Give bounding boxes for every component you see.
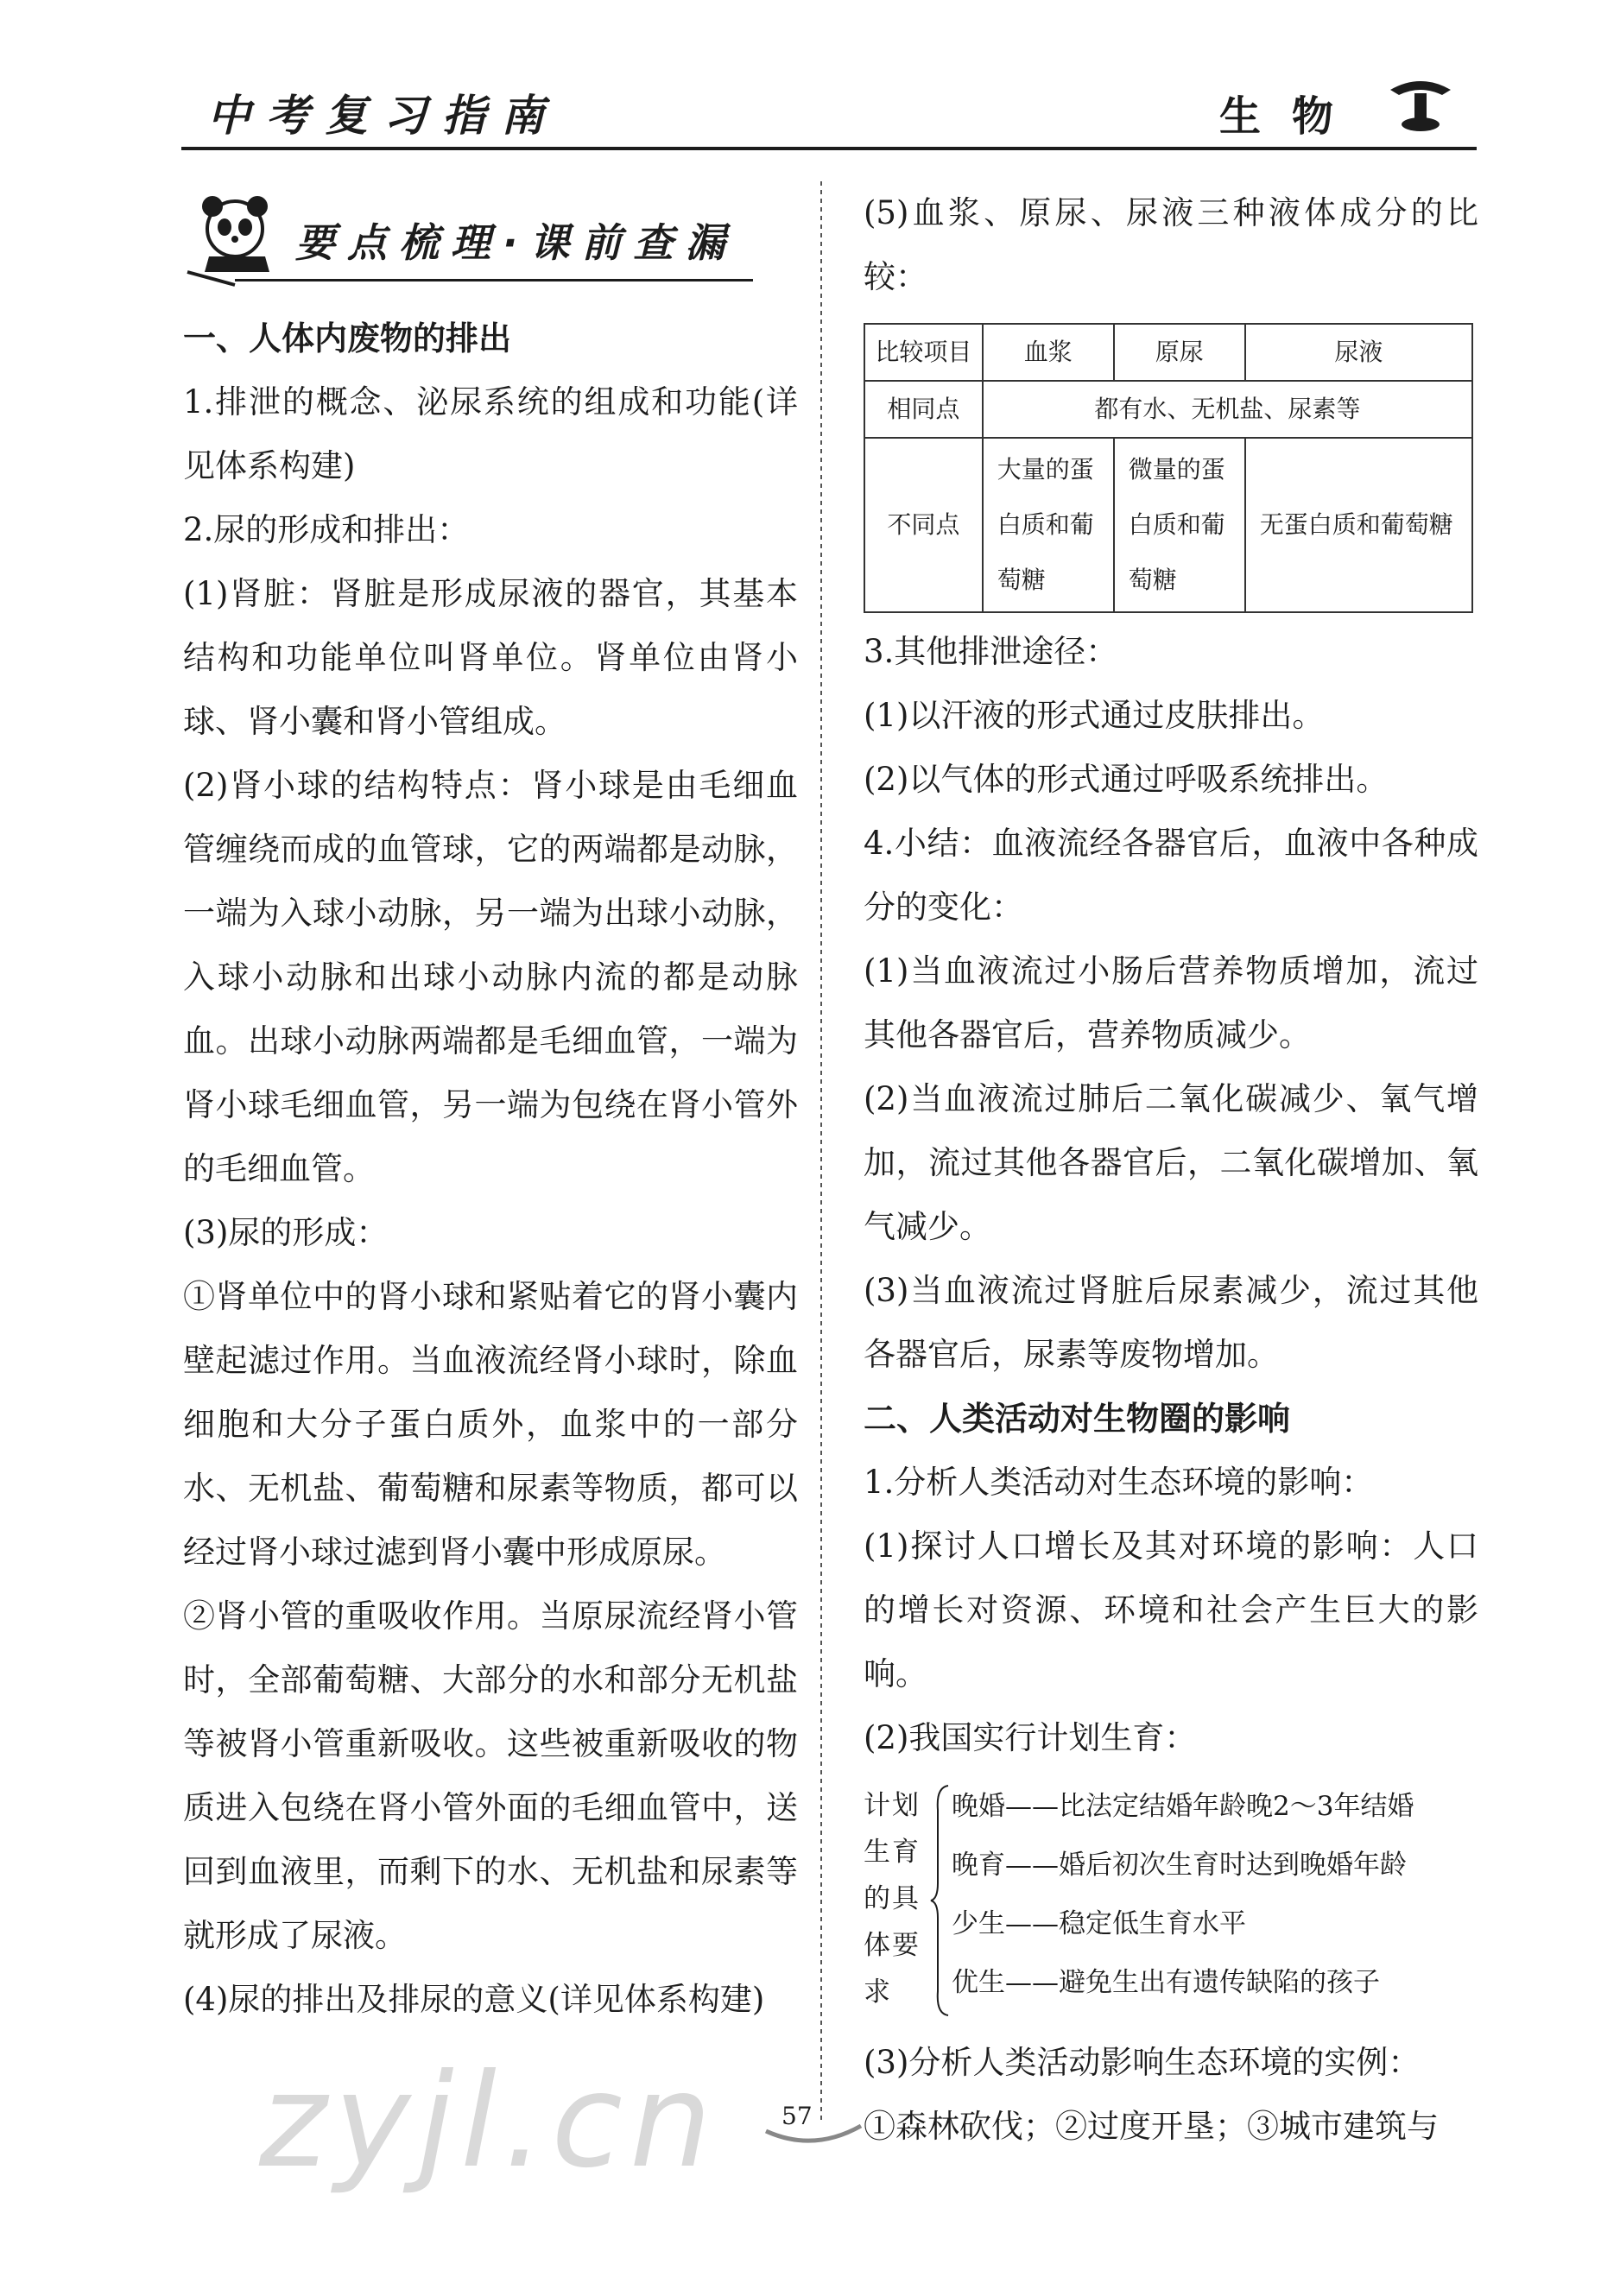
paragraph: ①森林砍伐；②过度开垦；③城市建筑与	[864, 2108, 1439, 2145]
table-cell: 相同点	[864, 381, 983, 438]
paragraph: (3)当血液流过肾脏后尿素减少，流过其他各器官后，尿素等废物增加。	[864, 1272, 1478, 1373]
paragraph: (3)分析人类活动影响生态环境的实例：	[864, 2044, 1421, 2081]
subject-title: 生物	[1218, 92, 1364, 141]
column-divider	[820, 181, 822, 2124]
table-header-cell: 原尿	[1114, 324, 1245, 381]
section-heading: 二、人类活动对生物圈的影响	[864, 1400, 1291, 1438]
table-cell: 微量的蛋白质和葡萄糖	[1114, 438, 1245, 612]
paragraph: (4)尿的排出及排尿的意义(详见体系构建)	[183, 1981, 765, 2018]
brace-icon	[929, 1784, 952, 2017]
paragraph: 1.分析人类活动对生态环境的影响：	[864, 1464, 1374, 1501]
table-row	[864, 381, 1472, 438]
table-header-cell: 血浆	[983, 324, 1114, 381]
table-cell: 大量的蛋白质和葡萄糖	[983, 438, 1114, 612]
paragraph: 2.尿的形成和排出：	[183, 511, 470, 548]
banner-underline	[235, 279, 753, 281]
comparison-table	[864, 323, 1473, 613]
right-column	[864, 181, 1478, 2159]
paragraph: (1)探讨人口增长及其对环境的影响：人口的增长对资源、环境和社会产生巨大的影响。	[864, 1528, 1478, 1692]
paragraph: (2)以气体的形式通过呼吸系统排出。	[864, 761, 1389, 798]
paragraph: (1)以汗液的形式通过皮肤排出。	[864, 697, 1325, 734]
plan-item: 优生——避免生出有遗传缺陷的孩子	[952, 1967, 1380, 1998]
paragraph: 3.其他排泄途径：	[864, 633, 1118, 670]
paragraph: (2)当血液流过肺后二氧化碳减少、氧气增加，流过其他各器官后，二氧化碳增加、氧气减少。	[864, 1080, 1478, 1245]
section-banner	[183, 186, 744, 289]
panda-mascot-icon	[183, 186, 287, 289]
table-cell: 都有水、无机盐、尿素等	[983, 381, 1472, 438]
plan-item: 晚婚——比法定结婚年龄晚2～3年结婚	[952, 1791, 1414, 1822]
header-rule	[181, 147, 1477, 150]
table-cell: 无蛋白质和葡萄糖	[1245, 438, 1472, 612]
book-title: 中考复习指南	[207, 91, 560, 141]
paragraph: 1.排泄的概念、泌尿系统的组成和功能(详见体系构建)	[183, 383, 798, 484]
paragraph: (2)肾小球的结构特点：肾小球是由毛细血管缠绕而成的血管球，它的两端都是动脉，一端为入球小动脉，另一端为出球小动脉，入球小动脉和出球小动脉内流的都是动脉血。出球小动脉两端都是毛细血管，一端为肾小球毛细血管，另一端为包绕在肾小管外的毛细血管。	[183, 767, 798, 1187]
plan-item: 少生——稳定低生育水平	[952, 1908, 1246, 1939]
family-planning-diagram	[864, 1777, 1478, 2024]
paragraph: (1)肾脏：肾脏是形成尿液的器官，其基本结构和功能单位叫肾单位。肾单位由肾小球、肾小囊和肾小管组成。	[183, 575, 798, 740]
table-row	[864, 438, 1472, 612]
paragraph: (2)我国实行计划生育：	[864, 1719, 1197, 1756]
banner-title: 要点梳理·课前查漏	[295, 219, 737, 266]
table-header-row	[864, 324, 1472, 381]
table-cell: 不同点	[864, 438, 983, 612]
table-header-cell: 尿液	[1245, 324, 1472, 381]
paragraph: ①肾单位中的肾小球和紧贴着它的肾小囊内壁起滤过作用。当血液流经肾小球时，除血细胞和大分子蛋白质外，血浆中的一部分水、无机盐、葡萄糖和尿素等物质，都可以经过肾小球过滤到肾小囊中形成原尿。	[183, 1278, 798, 1571]
page-header	[181, 76, 1477, 154]
paragraph: (3)尿的形成：	[183, 1214, 389, 1251]
plan-heading: 计划生育的具体要求	[864, 1790, 921, 2008]
paragraph: (5)血浆、原尿、尿液三种液体成分的比较：	[864, 194, 1478, 295]
paragraph: ②肾小管的重吸收作用。当原尿流经肾小管时，全部葡萄糖、大部分的水和部分无机盐等被肾小管重新吸收。这些被重新吸收的物质进入包绕在肾小管外面的毛细血管中，送回到血液里，而剩下的水、无机盐和尿素等就形成了尿液。	[183, 1597, 798, 1954]
decoration-icon	[1382, 64, 1459, 142]
left-column	[183, 307, 798, 2032]
plan-item: 晚育——婚后初次生育时达到晚婚年龄	[952, 1850, 1407, 1881]
watermark: zyjl.cn	[259, 2046, 719, 2197]
table-header-cell: 比较项目	[864, 324, 983, 381]
page-number-decoration	[762, 2114, 865, 2148]
section-heading: 一、人体内废物的排出	[183, 319, 512, 357]
paragraph: 4.小结：血液流经各器官后，血液中各种成分的变化：	[864, 825, 1478, 926]
paragraph: (1)当血液流过小肠后营养物质增加，流过其他各器官后，营养物质减少。	[864, 952, 1478, 1053]
page-number: 57	[782, 2102, 813, 2130]
